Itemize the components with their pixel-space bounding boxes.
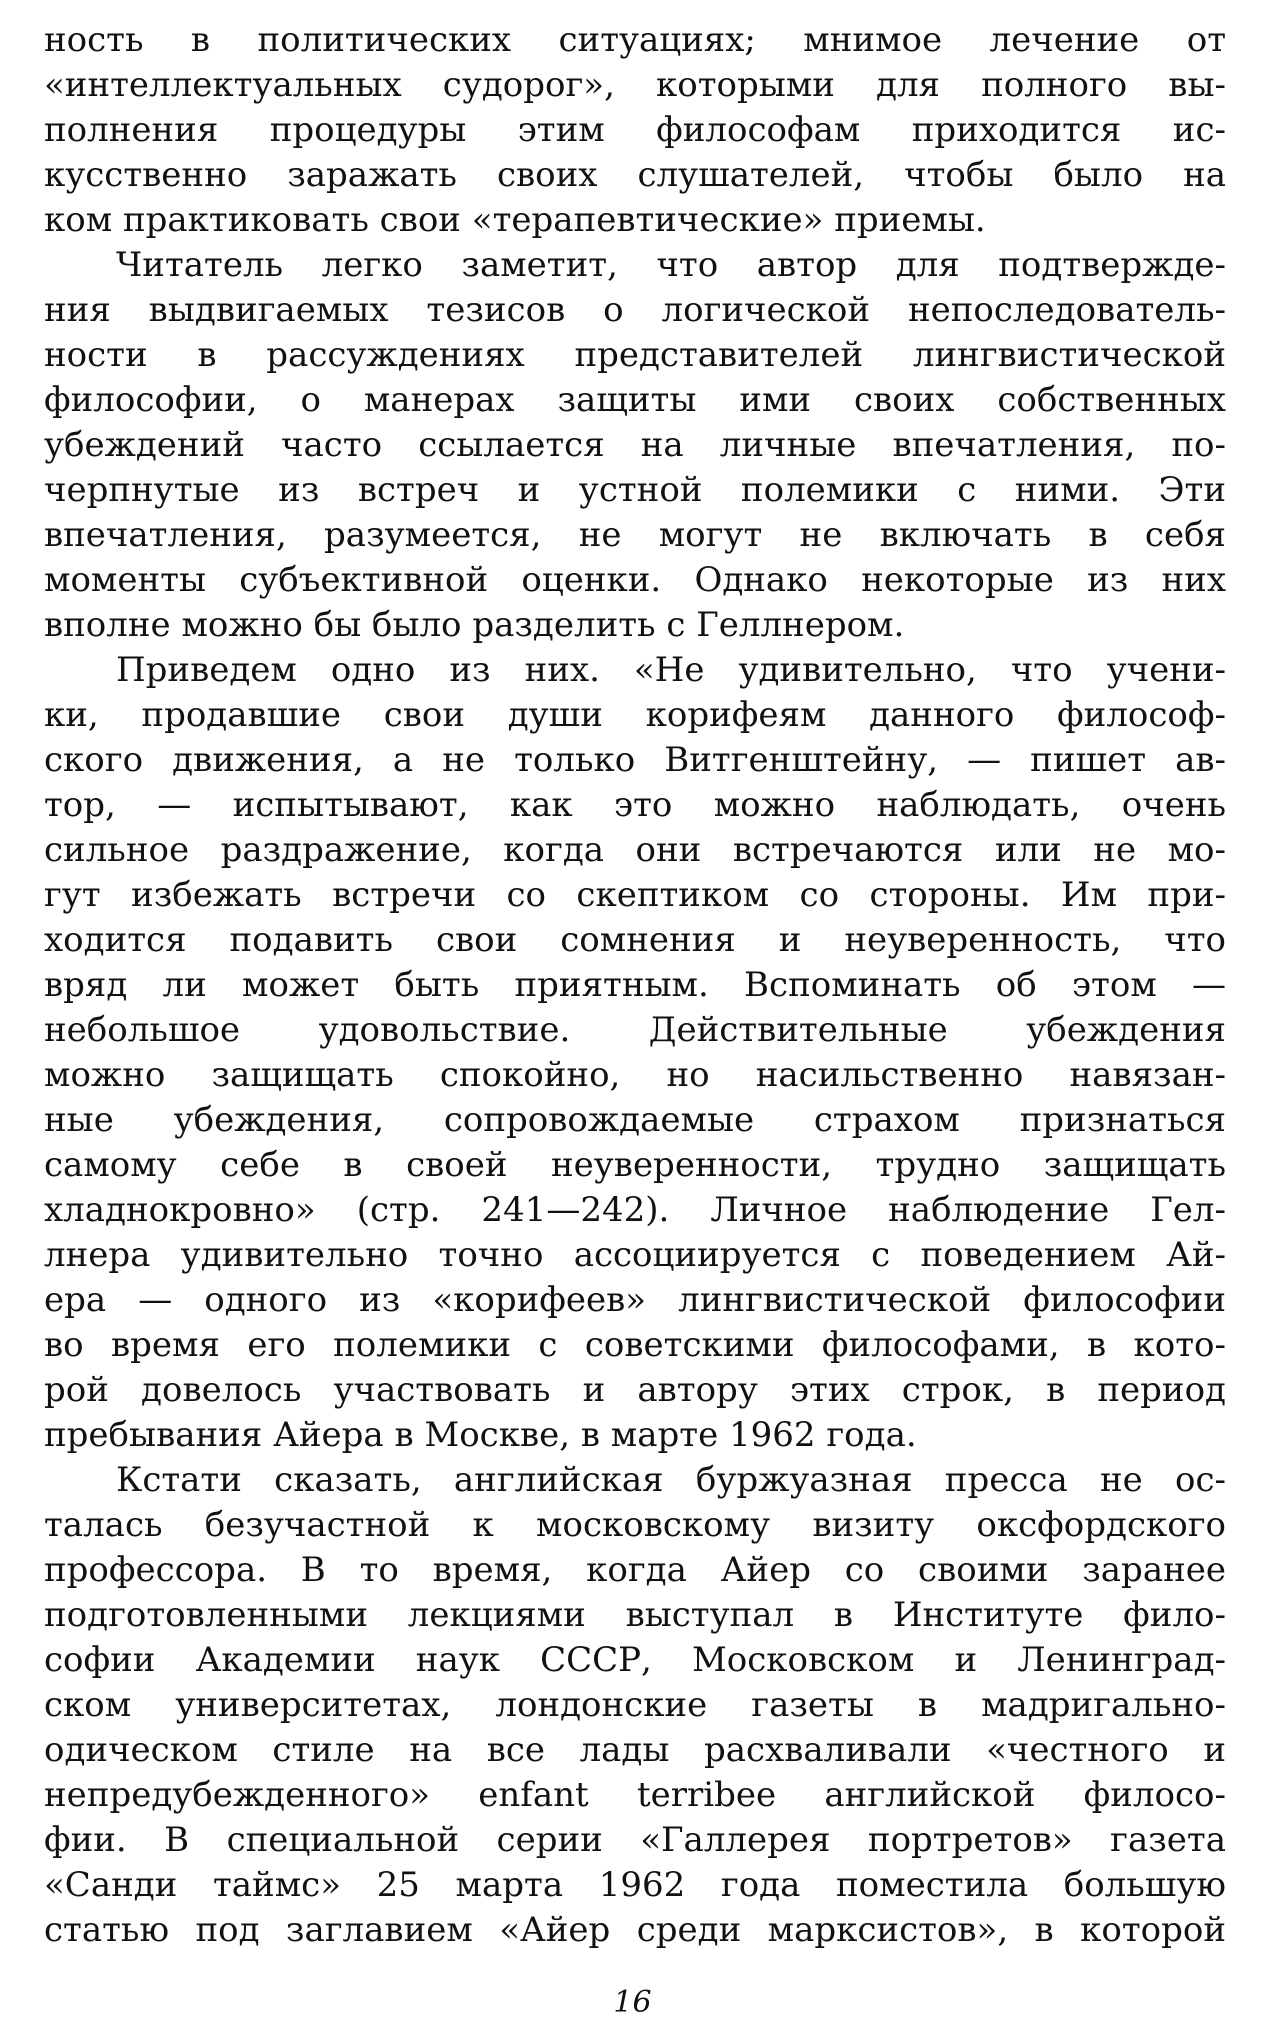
text-line: фии. В специальной серии «Галлерея портретов» газета (44, 1820, 1226, 1860)
text-line: небольшое удовольствие. Действительные убеждения (44, 1010, 1226, 1050)
text-line: ность в политических ситуациях; мнимое лечение от (44, 20, 1226, 60)
text-line: профессора. В то время, когда Айер со своими заранее (44, 1550, 1226, 1590)
text-line: одическом стиле на все лады расхваливали «честного и (44, 1730, 1226, 1770)
text-line: подготовленными лекциями выступал в Институте фило- (44, 1595, 1226, 1635)
text-line: сильное раздражение, когда они встречаются или не мо- (44, 830, 1226, 870)
text-line: ера — одного из «корифеев» лингвистической философии (44, 1280, 1226, 1320)
paragraph (44, 18, 1226, 243)
text-line: ки, продавшие свои души корифеям данного философ- (44, 695, 1226, 735)
text-line: вполне можно бы было разделить с Геллнером. (44, 605, 905, 645)
page-number: 16 (613, 1985, 652, 2020)
text-line: лнера удивительно точно ассоциируется с поведением Ай- (44, 1235, 1226, 1275)
text-line: ния выдвигаемых тезисов о логической непоследователь- (44, 290, 1226, 330)
text-line: ходится подавить свои сомнения и неуверенность, что (44, 920, 1226, 960)
text-line: непредубежденного» enfant terribee английской филосо- (44, 1775, 1226, 1815)
text-line: убеждений часто ссылается на личные впечатления, по- (44, 425, 1226, 465)
text-line: «интеллектуальных судорог», которыми для полного вы- (44, 65, 1226, 105)
text-line: кусственно заражать своих слушателей, чтобы было на (44, 155, 1226, 195)
text-line: талась безучастной к московскому визиту оксфордского (44, 1505, 1226, 1545)
text-line: можно защищать спокойно, но насильственно навязан- (44, 1055, 1226, 1095)
text-line: статью под заглавием «Айер среди марксистов», в которой (44, 1910, 1226, 1950)
paragraph (44, 1458, 1226, 1953)
text-line: полнения процедуры этим философам приходится ис- (44, 110, 1226, 150)
text-line: софии Академии наук СССР, Московском и Ленинград- (44, 1640, 1226, 1680)
text-line: ском университетах, лондонские газеты в мадригально- (44, 1685, 1226, 1725)
text-line: во время его полемики с советскими философами, в кото- (44, 1325, 1226, 1365)
text-line: тор, — испытывают, как это можно наблюдать, очень (44, 785, 1226, 825)
text-line: Кстати сказать, английская буржуазная пресса не ос- (116, 1460, 1226, 1500)
text-line: пребывания Айера в Москве, в марте 1962 года. (44, 1415, 917, 1455)
text-line: хладнокровно» (стр. 241—242). Личное наблюдение Гел- (44, 1190, 1226, 1230)
text-line: ского движения, а не только Витгенштейну, — пишет ав- (44, 740, 1226, 780)
text-line: впечатления, разумеется, не могут не включать в себя (44, 515, 1226, 555)
text-line: моменты субъективной оценки. Однако некоторые из них (44, 560, 1226, 600)
text-line: Читатель легко заметит, что автор для подтвержде- (116, 245, 1226, 285)
text-line: ности в рассуждениях представителей лингвистической (44, 335, 1226, 375)
text-line: Приведем одно из них. «Не удивительно, что учени- (116, 650, 1226, 690)
text-line: черпнутые из встреч и устной полемики с ними. Эти (44, 470, 1226, 510)
text-line: философии, о манерах защиты ими своих собственных (44, 380, 1226, 420)
text-line: гут избежать встречи со скептиком со стороны. Им при- (44, 875, 1226, 915)
text-line: ные убеждения, сопровождаемые страхом признаться (44, 1100, 1226, 1140)
text-line: вряд ли может быть приятным. Вспоминать об этом — (44, 965, 1226, 1005)
text-line: «Санди таймс» 25 марта 1962 года поместила большую (44, 1865, 1226, 1905)
paragraph (44, 648, 1226, 1458)
text-line: ком практиковать свои «терапевтические» приемы. (44, 200, 986, 240)
text-line: рой довелось участвовать и автору этих строк, в период (44, 1370, 1226, 1410)
text-line: самому себе в своей неуверенности, трудно защищать (44, 1145, 1226, 1185)
paragraph (44, 243, 1226, 648)
page-body (44, 18, 1226, 1953)
